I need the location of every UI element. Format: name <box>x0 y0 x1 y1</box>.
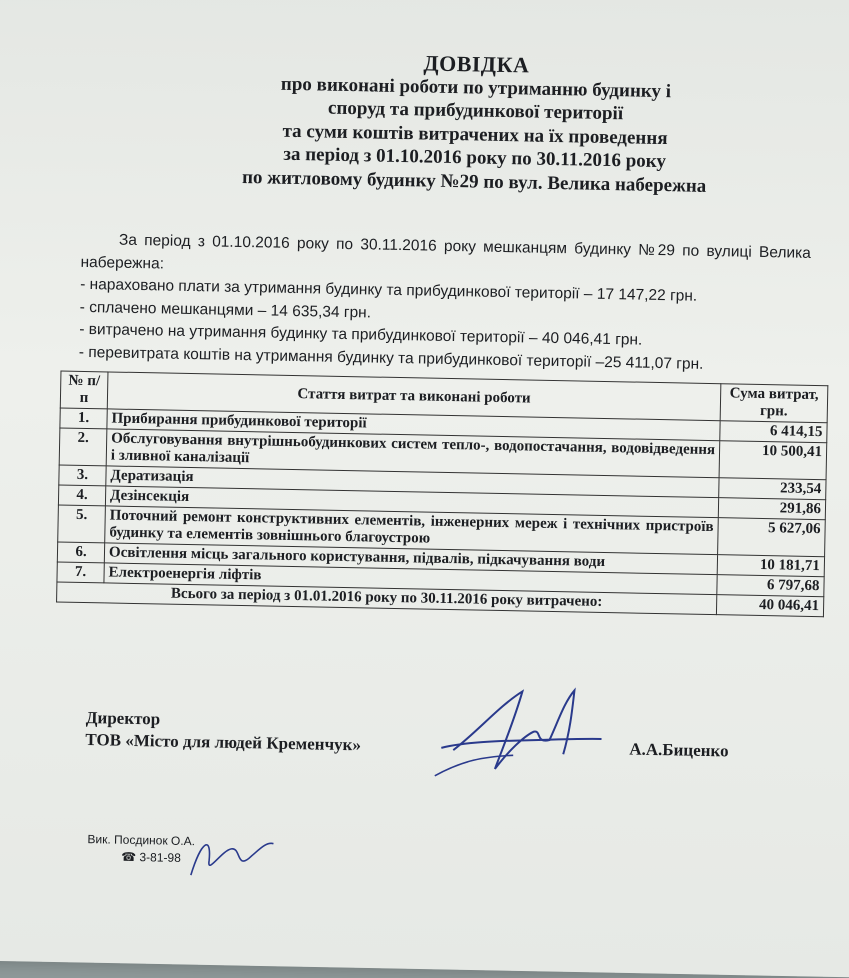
row-number: 5. <box>58 505 106 543</box>
bullet-item: - сплачено мешканцями – 14 635,34 грн. <box>79 298 372 321</box>
row-number: 3. <box>59 465 106 486</box>
header-sum: Сума витрат, грн. <box>720 384 828 423</box>
row-sum: 10 500,41 <box>719 441 827 480</box>
row-item: Електроенергія ліфтів <box>104 563 717 595</box>
intro-paragraph: За період з 01.10.2016 року по 30.11.2016 року мешканцям будинку №29 по вулиці Велика набережна: <box>80 231 812 272</box>
intro-block <box>79 229 811 378</box>
executor-signature <box>181 830 282 892</box>
executor-phone: 3-81-98 <box>139 850 181 865</box>
row-item: Дератизація <box>106 466 719 498</box>
row-sum: 10 181,71 <box>717 555 824 577</box>
row-number: 4. <box>58 485 105 506</box>
signer-name: А.А.Биценко <box>629 739 729 761</box>
row-sum: 233,54 <box>719 478 826 500</box>
header-item: Стаття витрат та виконані роботи <box>107 372 721 421</box>
bullet-item: - перевитрата коштів на утримання будинку та прибудинкової території –25 411,07 грн. <box>78 343 704 373</box>
total-label: Всього за період з 01.01.2016 року по 30.11.2016 року витрачено: <box>57 582 717 615</box>
row-sum: 5 627,06 <box>718 518 826 557</box>
row-item: Освітлення місць загального користування, підвалів, підкачування води <box>104 543 717 575</box>
total-sum: 40 046,41 <box>716 595 823 617</box>
row-item: Поточний ремонт конструктивних елементів, інженерних мереж і технічних пристроїв будинку та елементів зовнішнього благоустрою <box>105 506 719 555</box>
document-title: ДОВІДКА <box>423 50 530 78</box>
subtitle-line: та суми коштів витрачених на їх проведення <box>282 120 668 149</box>
bullet-item: - нараховано плати за утримання будинку та прибудинкової території – 17 147,22 грн. <box>79 275 698 305</box>
row-number: 6. <box>57 542 104 563</box>
row-item: Прибирання прибудинкової території <box>107 409 720 441</box>
handwritten-signature <box>423 680 625 784</box>
row-sum: 291,86 <box>718 498 825 520</box>
bullet-item: - витрачено на утримання будинку та прибудинкової території – 40 046,41 грн. <box>79 320 643 349</box>
subtitle-line: споруд та прибудинкової території <box>327 97 624 125</box>
signer-position: Директор <box>85 708 161 729</box>
phone-icon: ☎ <box>121 849 137 865</box>
row-number: 1. <box>60 408 107 429</box>
document-heading <box>194 47 757 199</box>
executor-name: Вик. Посдинок О.А. <box>87 832 196 849</box>
signer-company: ТОВ «Місто для людей Кременчук» <box>85 730 362 755</box>
header-number: № п/п <box>60 371 108 409</box>
row-item: Обслуговування внутрішньобудинкових систем тепло-, водопостачання, водовідведення і зливної каналізації <box>106 429 720 478</box>
signature-block <box>85 707 361 756</box>
subtitle-line: про виконані роботи по утриманню будинку і <box>280 73 672 102</box>
expenses-table <box>56 371 828 618</box>
row-number: 7. <box>57 562 104 583</box>
row-sum: 6 414,15 <box>720 421 827 443</box>
subtitle-line: по житловому будинку №29 по вул. Велика набережна <box>241 166 707 197</box>
subtitle-line: за період з 01.10.2016 року по 30.11.2016 року <box>283 143 667 173</box>
executor-phone-line <box>87 848 195 867</box>
row-number: 2. <box>59 428 107 466</box>
row-item: Дезінсекція <box>105 486 718 518</box>
row-sum: 6 797,68 <box>717 575 824 597</box>
executor-block <box>87 831 195 867</box>
